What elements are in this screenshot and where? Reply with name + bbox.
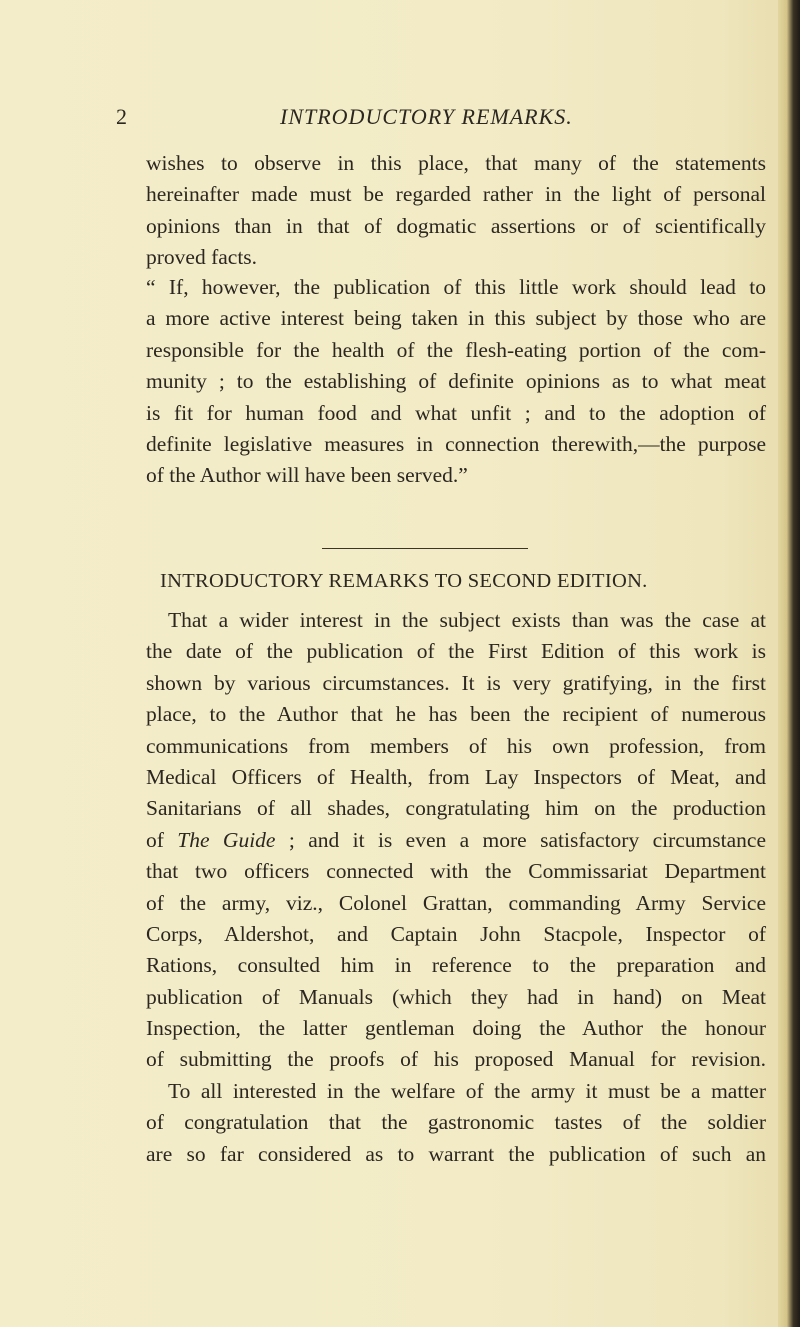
text-line: wishes to observe in this place, that many of the statements [146, 151, 766, 175]
text-line: of submitting the proofs of his proposed Manual for revision. [146, 1047, 766, 1072]
text-line: communications from members of his own profession, from [146, 733, 766, 758]
book-title: The Guide [177, 827, 276, 852]
text-line: Inspection, the latter gentleman doing the Author the honour [146, 1016, 766, 1041]
text-line: that two officers connected with the Commissariat Department [146, 859, 766, 884]
text-line: place, to the Author that he has been the recipient of numerous [146, 702, 766, 727]
text-line: of the Author will have been served.” [146, 463, 468, 488]
section-heading: INTRODUCTORY REMARKS TO SECOND EDITION. [160, 570, 648, 592]
running-title: INTRODUCTORY REMARKS. [280, 104, 573, 129]
text-line: proved facts. [146, 245, 258, 270]
running-head [116, 104, 776, 134]
paragraph-2 [146, 272, 766, 492]
text-line: responsible for the health of the flesh-eating portion of the com- [146, 337, 766, 362]
text-line: opinions than in that of dogmatic assertions or of scientifically [146, 213, 766, 238]
text-line: To all interested in the welfare of the army it must be a matter [168, 1078, 766, 1103]
text-line: Medical Officers of Health, from Lay Inspectors of Meat, and [146, 764, 766, 789]
paragraph-3 [146, 605, 766, 1170]
paragraph-1 [146, 148, 766, 274]
text-line: are so far considered as to warrant the publication of such an [146, 1141, 766, 1166]
text-line: Sanitarians of all shades, congratulating him on the production [146, 796, 766, 821]
text-line: hereinafter made must be regarded rather in the light of personal [146, 182, 766, 207]
page-edge-shadow [778, 0, 800, 1327]
text-line: the date of the publication of the First Edition of this work is [146, 639, 766, 664]
text-line: Corps, Aldershot, and Captain John Stacpole, Inspector of [146, 921, 766, 946]
text-line: of congratulation that the gastronomic tastes of the soldier [146, 1110, 766, 1135]
text-line: That a wider interest in the subject exists than was the case at [168, 608, 766, 632]
text-line: shown by various circumstances. It is very gratifying, in the first [146, 670, 766, 695]
text-line: is fit for human food and what unfit ; and to the adoption of [146, 400, 766, 425]
text-line: publication of Manuals (which they had in hand) on Meat [146, 984, 766, 1009]
text-line: definite legislative measures in connection therewith,—the purpose [146, 431, 766, 456]
text-line: of the army, viz., Colonel Grattan, commanding Army Service [146, 890, 766, 915]
section-divider [322, 548, 528, 549]
page-number: 2 [116, 104, 127, 129]
text-line: munity ; to the establishing of definite opinions as to what meat [146, 369, 766, 394]
text-line: a more active interest being taken in this subject by those who are [146, 306, 766, 331]
text-line-with-title [146, 825, 766, 856]
text-line: “ If, however, the publication of this little work should lead to [146, 275, 766, 299]
line-prefix: of [146, 827, 178, 852]
line-suffix: ; and it is even a more satisfactory circumstance [275, 827, 766, 852]
text-line: Rations, consulted him in reference to the preparation and [146, 953, 766, 978]
